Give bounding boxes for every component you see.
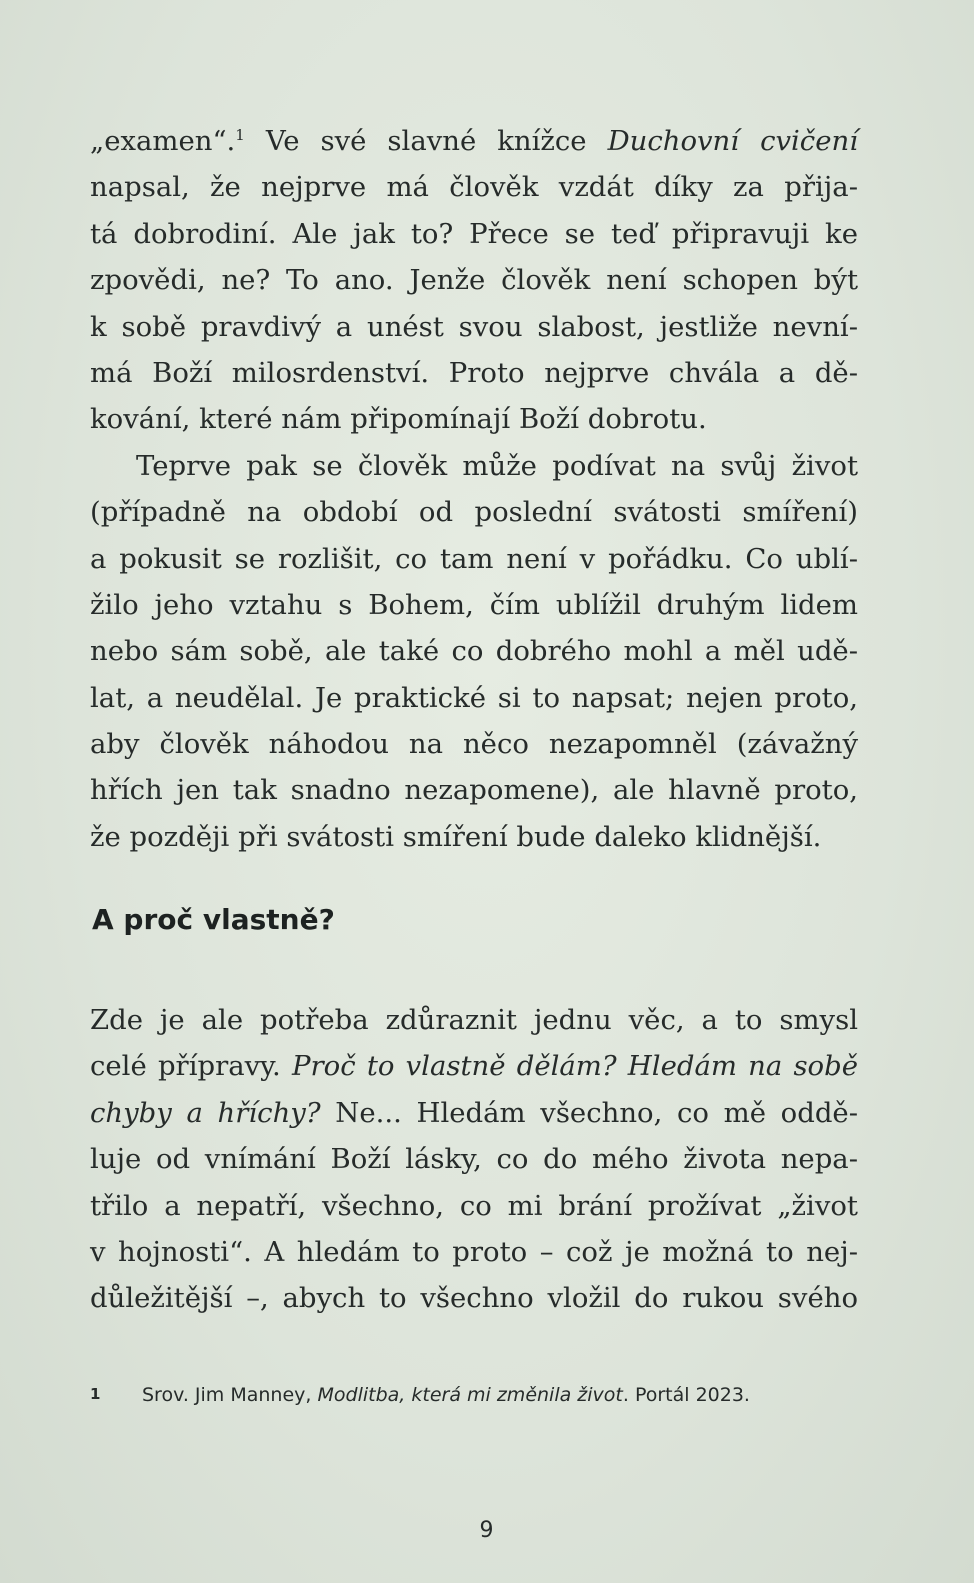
footnote bbox=[90, 1384, 870, 1406]
text-run: Ve své slavné knížce bbox=[244, 125, 608, 157]
footnote-number: 1 bbox=[90, 1385, 101, 1403]
text-line bbox=[90, 1043, 858, 1089]
text-run: „examen“. bbox=[90, 125, 236, 157]
text-line: hřích jen tak snadno nezapomene), ale hlavně proto, bbox=[90, 774, 858, 807]
text-line bbox=[90, 1090, 858, 1136]
italic-question: Proč to vlastně dělám? Hledám na sobě bbox=[292, 1050, 858, 1083]
text-line: Zde je ale potřeba zdůraznit jednu věc, a to smysl bbox=[90, 1004, 858, 1036]
text-line bbox=[90, 118, 858, 164]
paragraph-1 bbox=[90, 118, 858, 860]
footnote-title: Modlitba, která mi změnila život bbox=[317, 1384, 623, 1406]
text-line: k sobě pravdivý a unést svou slabost, jestliže nevní- bbox=[90, 310, 858, 343]
footnote-text: . Portál 2023. bbox=[622, 1384, 750, 1406]
italic-question: chyby a hříchy? bbox=[90, 1096, 321, 1129]
text-line: v hojnosti“. A hledám to proto – což je možná to nej- bbox=[90, 1235, 858, 1268]
text-line: aby člověk náhodou na něco nezapomněl (závažný bbox=[90, 728, 858, 761]
text-run: celé přípravy. bbox=[90, 1050, 293, 1083]
text-line: napsal, že nejprve má člověk vzdát díky za přija- bbox=[90, 171, 858, 204]
text-line: zpovědi, ne? To ano. Jenže člověk není schopen být bbox=[90, 264, 858, 297]
section-heading: A proč vlastně? bbox=[92, 903, 335, 936]
paragraph-2 bbox=[90, 997, 858, 1322]
text-line: žilo jeho vztahu s Bohem, čím ublížil druhým lidem bbox=[90, 588, 858, 621]
text-line: kování, které nám připomínají Boží dobrotu. bbox=[90, 403, 707, 436]
text-line: a pokusit se rozlišit, co tam není v pořádku. Co ublí- bbox=[90, 542, 858, 575]
page-number: 9 bbox=[479, 1518, 494, 1543]
book-title-italic: Duchovní cvičení bbox=[607, 125, 858, 157]
text-line: důležitější –, abych to všechno vložil do rukou svého bbox=[90, 1282, 858, 1315]
text-line: tá dobrodiní. Ale jak to? Přece se teď připravuji ke bbox=[90, 217, 858, 250]
text-line: lat, a neudělal. Je praktické si to napsat; nejen proto, bbox=[90, 681, 858, 714]
footnote-text: Srov. Jim Manney, bbox=[142, 1384, 318, 1406]
text-line: (případně na období od poslední svátosti smíření) bbox=[90, 496, 858, 529]
text-line: Teprve pak se člověk může podívat na svůj život bbox=[136, 449, 858, 482]
text-line: třilo a nepatří, všechno, co mi brání prožívat „život bbox=[90, 1189, 858, 1222]
text-line: má Boží milosrdenství. Proto nejprve chvála a dě- bbox=[90, 356, 858, 389]
footnote-marker: 1 bbox=[235, 125, 245, 144]
text-line: nebo sám sobě, ale také co dobrého mohl a měl udě- bbox=[90, 635, 858, 668]
text-run: Ne... Hledám všechno, co mě oddě- bbox=[320, 1096, 858, 1129]
text-line: že později při svátosti smíření bude daleko klidnější. bbox=[90, 820, 822, 853]
text-line: luje od vnímání Boží lásky, co do mého života nepa- bbox=[90, 1143, 858, 1176]
